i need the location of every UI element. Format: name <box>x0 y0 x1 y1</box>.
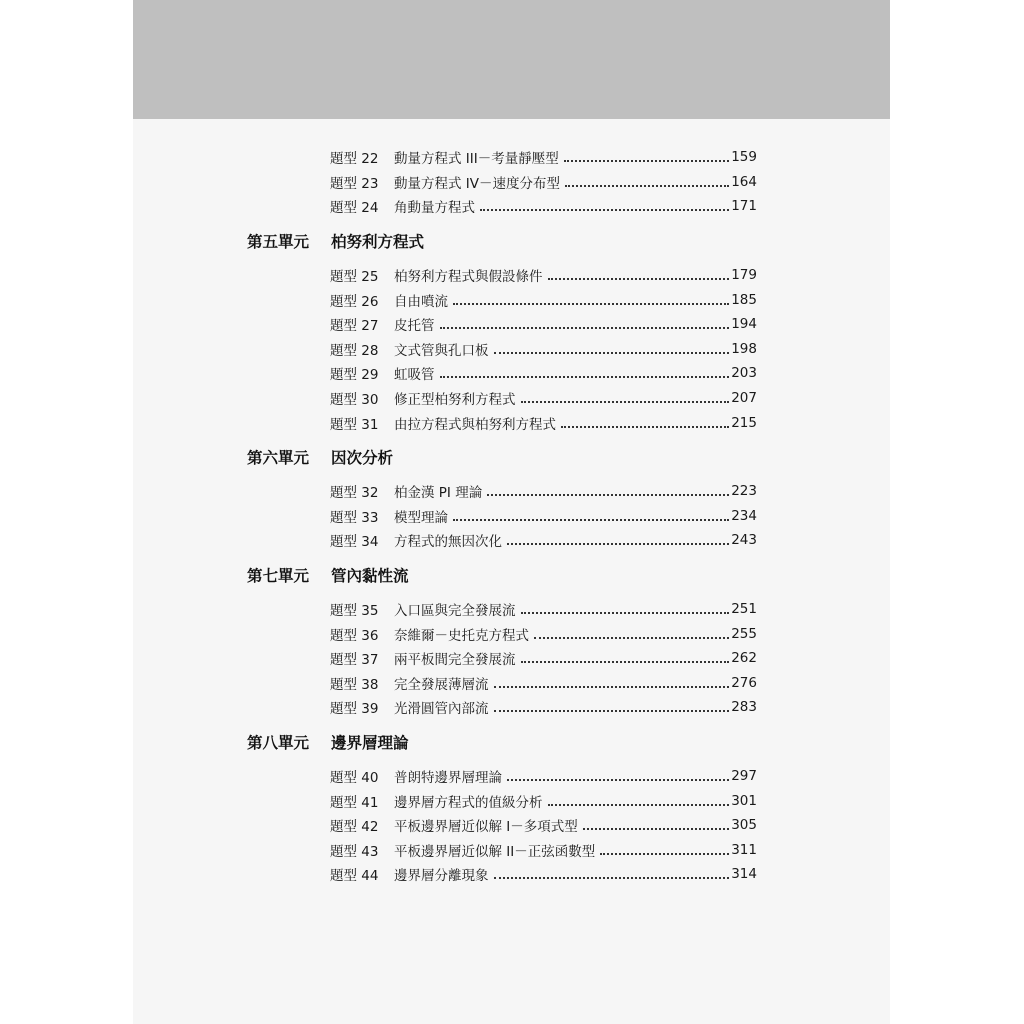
entry-title: 動量方程式 III－考量靜壓型 <box>394 151 559 168</box>
entry-prefix: 題型 30 <box>330 392 379 409</box>
dot-leader <box>565 173 729 187</box>
toc-entry[interactable] <box>330 479 757 504</box>
unit-title: 因次分析 <box>331 447 394 467</box>
entry-prefix: 題型 40 <box>330 769 379 786</box>
entry-title: 光滑圓管內部流 <box>394 701 489 718</box>
dot-leader <box>561 414 729 428</box>
entry-prefix: 題型 23 <box>330 175 379 192</box>
dot-leader <box>507 767 729 781</box>
toc-entry[interactable] <box>330 263 757 288</box>
toc-unit-group <box>133 553 890 720</box>
entry-title: 文式管與孔口板 <box>394 342 489 359</box>
entry-prefix: 題型 34 <box>330 534 379 551</box>
toc-entry[interactable] <box>330 597 757 622</box>
toc-entry[interactable] <box>330 170 757 195</box>
unit-label: 第八單元 <box>247 732 310 752</box>
toc-entry[interactable] <box>330 862 757 887</box>
toc-entry[interactable] <box>330 813 757 838</box>
entry-prefix: 題型 42 <box>330 819 379 836</box>
toc-entry[interactable] <box>330 312 757 337</box>
entry-title: 奈維爾－史托克方程式 <box>394 627 529 644</box>
entry-page-number: 185 <box>731 291 757 308</box>
entry-page-number: 198 <box>731 340 757 357</box>
entry-page-number: 179 <box>731 267 757 284</box>
entry-title: 完全發展薄層流 <box>394 676 489 693</box>
dot-leader <box>548 792 730 806</box>
entry-page-number: 255 <box>731 625 757 642</box>
entry-prefix: 題型 26 <box>330 293 379 310</box>
entry-prefix: 題型 27 <box>330 318 379 335</box>
entry-title: 入口區與完全發展流 <box>394 603 516 620</box>
entry-title: 柏金漢 PI 理論 <box>394 485 483 502</box>
entry-prefix: 題型 43 <box>330 843 379 860</box>
unit-heading[interactable] <box>247 219 890 263</box>
entry-title: 模型理論 <box>394 509 448 526</box>
entry-title: 邊界層方程式的值級分析 <box>394 794 543 811</box>
dot-leader <box>453 291 729 305</box>
toc-entry[interactable] <box>330 695 757 720</box>
entry-page-number: 311 <box>731 841 757 858</box>
entry-title: 平板邊界層近似解 I－多項式型 <box>394 819 578 836</box>
toc-entry[interactable] <box>330 646 757 671</box>
toc-entry[interactable] <box>330 837 757 862</box>
entry-title: 邊界層分離現象 <box>394 868 489 885</box>
toc-entry[interactable] <box>330 361 757 386</box>
entry-prefix: 題型 28 <box>330 342 379 359</box>
unit-heading[interactable] <box>247 720 890 764</box>
dot-leader <box>494 698 730 712</box>
entry-title: 修正型柏努利方程式 <box>394 392 516 409</box>
entry-page-number: 276 <box>731 674 757 691</box>
page-header-band <box>133 0 890 119</box>
entry-page-number: 314 <box>731 866 757 883</box>
unit-title: 邊界層理論 <box>331 732 409 752</box>
entry-prefix: 題型 24 <box>330 200 379 217</box>
document-page <box>133 0 890 1024</box>
entry-title: 普朗特邊界層理論 <box>394 769 502 786</box>
unit-label: 第五單元 <box>247 231 310 251</box>
dot-leader <box>521 389 730 403</box>
entry-prefix: 題型 31 <box>330 416 379 433</box>
entry-page-number: 159 <box>731 149 757 166</box>
toc-entry[interactable] <box>330 504 757 529</box>
entry-page-number: 283 <box>731 699 757 716</box>
toc-entry[interactable] <box>330 386 757 411</box>
entry-prefix: 題型 29 <box>330 367 379 384</box>
toc-entry[interactable] <box>330 337 757 362</box>
table-of-contents <box>133 145 890 887</box>
entry-page-number: 301 <box>731 792 757 809</box>
toc-entry[interactable] <box>330 671 757 696</box>
entry-title: 兩平板間完全發展流 <box>394 652 516 669</box>
entry-page-number: 297 <box>731 767 757 784</box>
dot-leader <box>494 674 730 688</box>
entry-title: 方程式的無因次化 <box>394 534 502 551</box>
unit-title: 柏努利方程式 <box>331 231 425 251</box>
entry-page-number: 305 <box>731 817 757 834</box>
toc-entry[interactable] <box>330 410 757 435</box>
unit-heading[interactable] <box>247 553 890 597</box>
entry-title: 自由噴流 <box>394 293 448 310</box>
entry-page-number: 243 <box>731 532 757 549</box>
entry-prefix: 題型 38 <box>330 676 379 693</box>
entry-page-number: 164 <box>731 173 757 190</box>
dot-leader <box>548 266 730 280</box>
dot-leader <box>600 841 729 855</box>
dot-leader <box>564 148 729 162</box>
dot-leader <box>494 340 730 354</box>
dot-leader <box>583 816 729 830</box>
entry-page-number: 251 <box>731 601 757 618</box>
entry-prefix: 題型 37 <box>330 652 379 669</box>
unit-title: 管內黏性流 <box>331 565 409 585</box>
toc-entry[interactable] <box>330 764 757 789</box>
toc-entry[interactable] <box>330 788 757 813</box>
toc-lead-group <box>133 145 890 219</box>
entry-title: 平板邊界層近似解 II－正弦函數型 <box>394 843 596 860</box>
unit-label: 第六單元 <box>247 447 310 467</box>
dot-leader <box>521 649 730 663</box>
entry-page-number: 194 <box>731 316 757 333</box>
toc-unit-group <box>133 720 890 887</box>
toc-entry[interactable] <box>330 194 757 219</box>
toc-entry[interactable] <box>330 621 757 646</box>
dot-leader <box>440 315 730 329</box>
toc-entry[interactable] <box>330 145 757 170</box>
entry-prefix: 題型 39 <box>330 701 379 718</box>
dot-leader <box>453 507 729 521</box>
entry-title: 由拉方程式與柏努利方程式 <box>394 416 556 433</box>
entry-prefix: 題型 32 <box>330 485 379 502</box>
toc-entry[interactable] <box>330 287 757 312</box>
entry-page-number: 262 <box>731 650 757 667</box>
dot-leader <box>521 600 730 614</box>
entry-page-number: 215 <box>731 414 757 431</box>
unit-label: 第七單元 <box>247 565 310 585</box>
entry-prefix: 題型 22 <box>330 151 379 168</box>
dot-leader <box>494 865 730 879</box>
entry-page-number: 207 <box>731 390 757 407</box>
entry-prefix: 題型 44 <box>330 868 379 885</box>
entry-prefix: 題型 33 <box>330 509 379 526</box>
dot-leader <box>487 482 729 496</box>
entry-page-number: 234 <box>731 507 757 524</box>
entry-prefix: 題型 25 <box>330 269 379 286</box>
entry-prefix: 題型 36 <box>330 627 379 644</box>
entry-prefix: 題型 41 <box>330 794 379 811</box>
dot-leader <box>534 625 729 639</box>
dot-leader <box>440 364 730 378</box>
toc-unit-group <box>133 435 890 553</box>
entry-prefix: 題型 35 <box>330 603 379 620</box>
entry-title: 動量方程式 IV－速度分布型 <box>394 175 561 192</box>
entry-title: 虹吸管 <box>394 367 435 384</box>
dot-leader <box>480 197 729 211</box>
entry-title: 皮托管 <box>394 318 435 335</box>
entry-page-number: 223 <box>731 483 757 500</box>
entry-title: 角動量方程式 <box>394 200 475 217</box>
entry-page-number: 203 <box>731 365 757 382</box>
entry-title: 柏努利方程式與假設條件 <box>394 269 543 286</box>
toc-unit-group <box>133 219 890 435</box>
dot-leader <box>507 531 729 545</box>
entry-page-number: 171 <box>731 198 757 215</box>
unit-heading[interactable] <box>247 435 890 479</box>
toc-entry[interactable] <box>330 528 757 553</box>
